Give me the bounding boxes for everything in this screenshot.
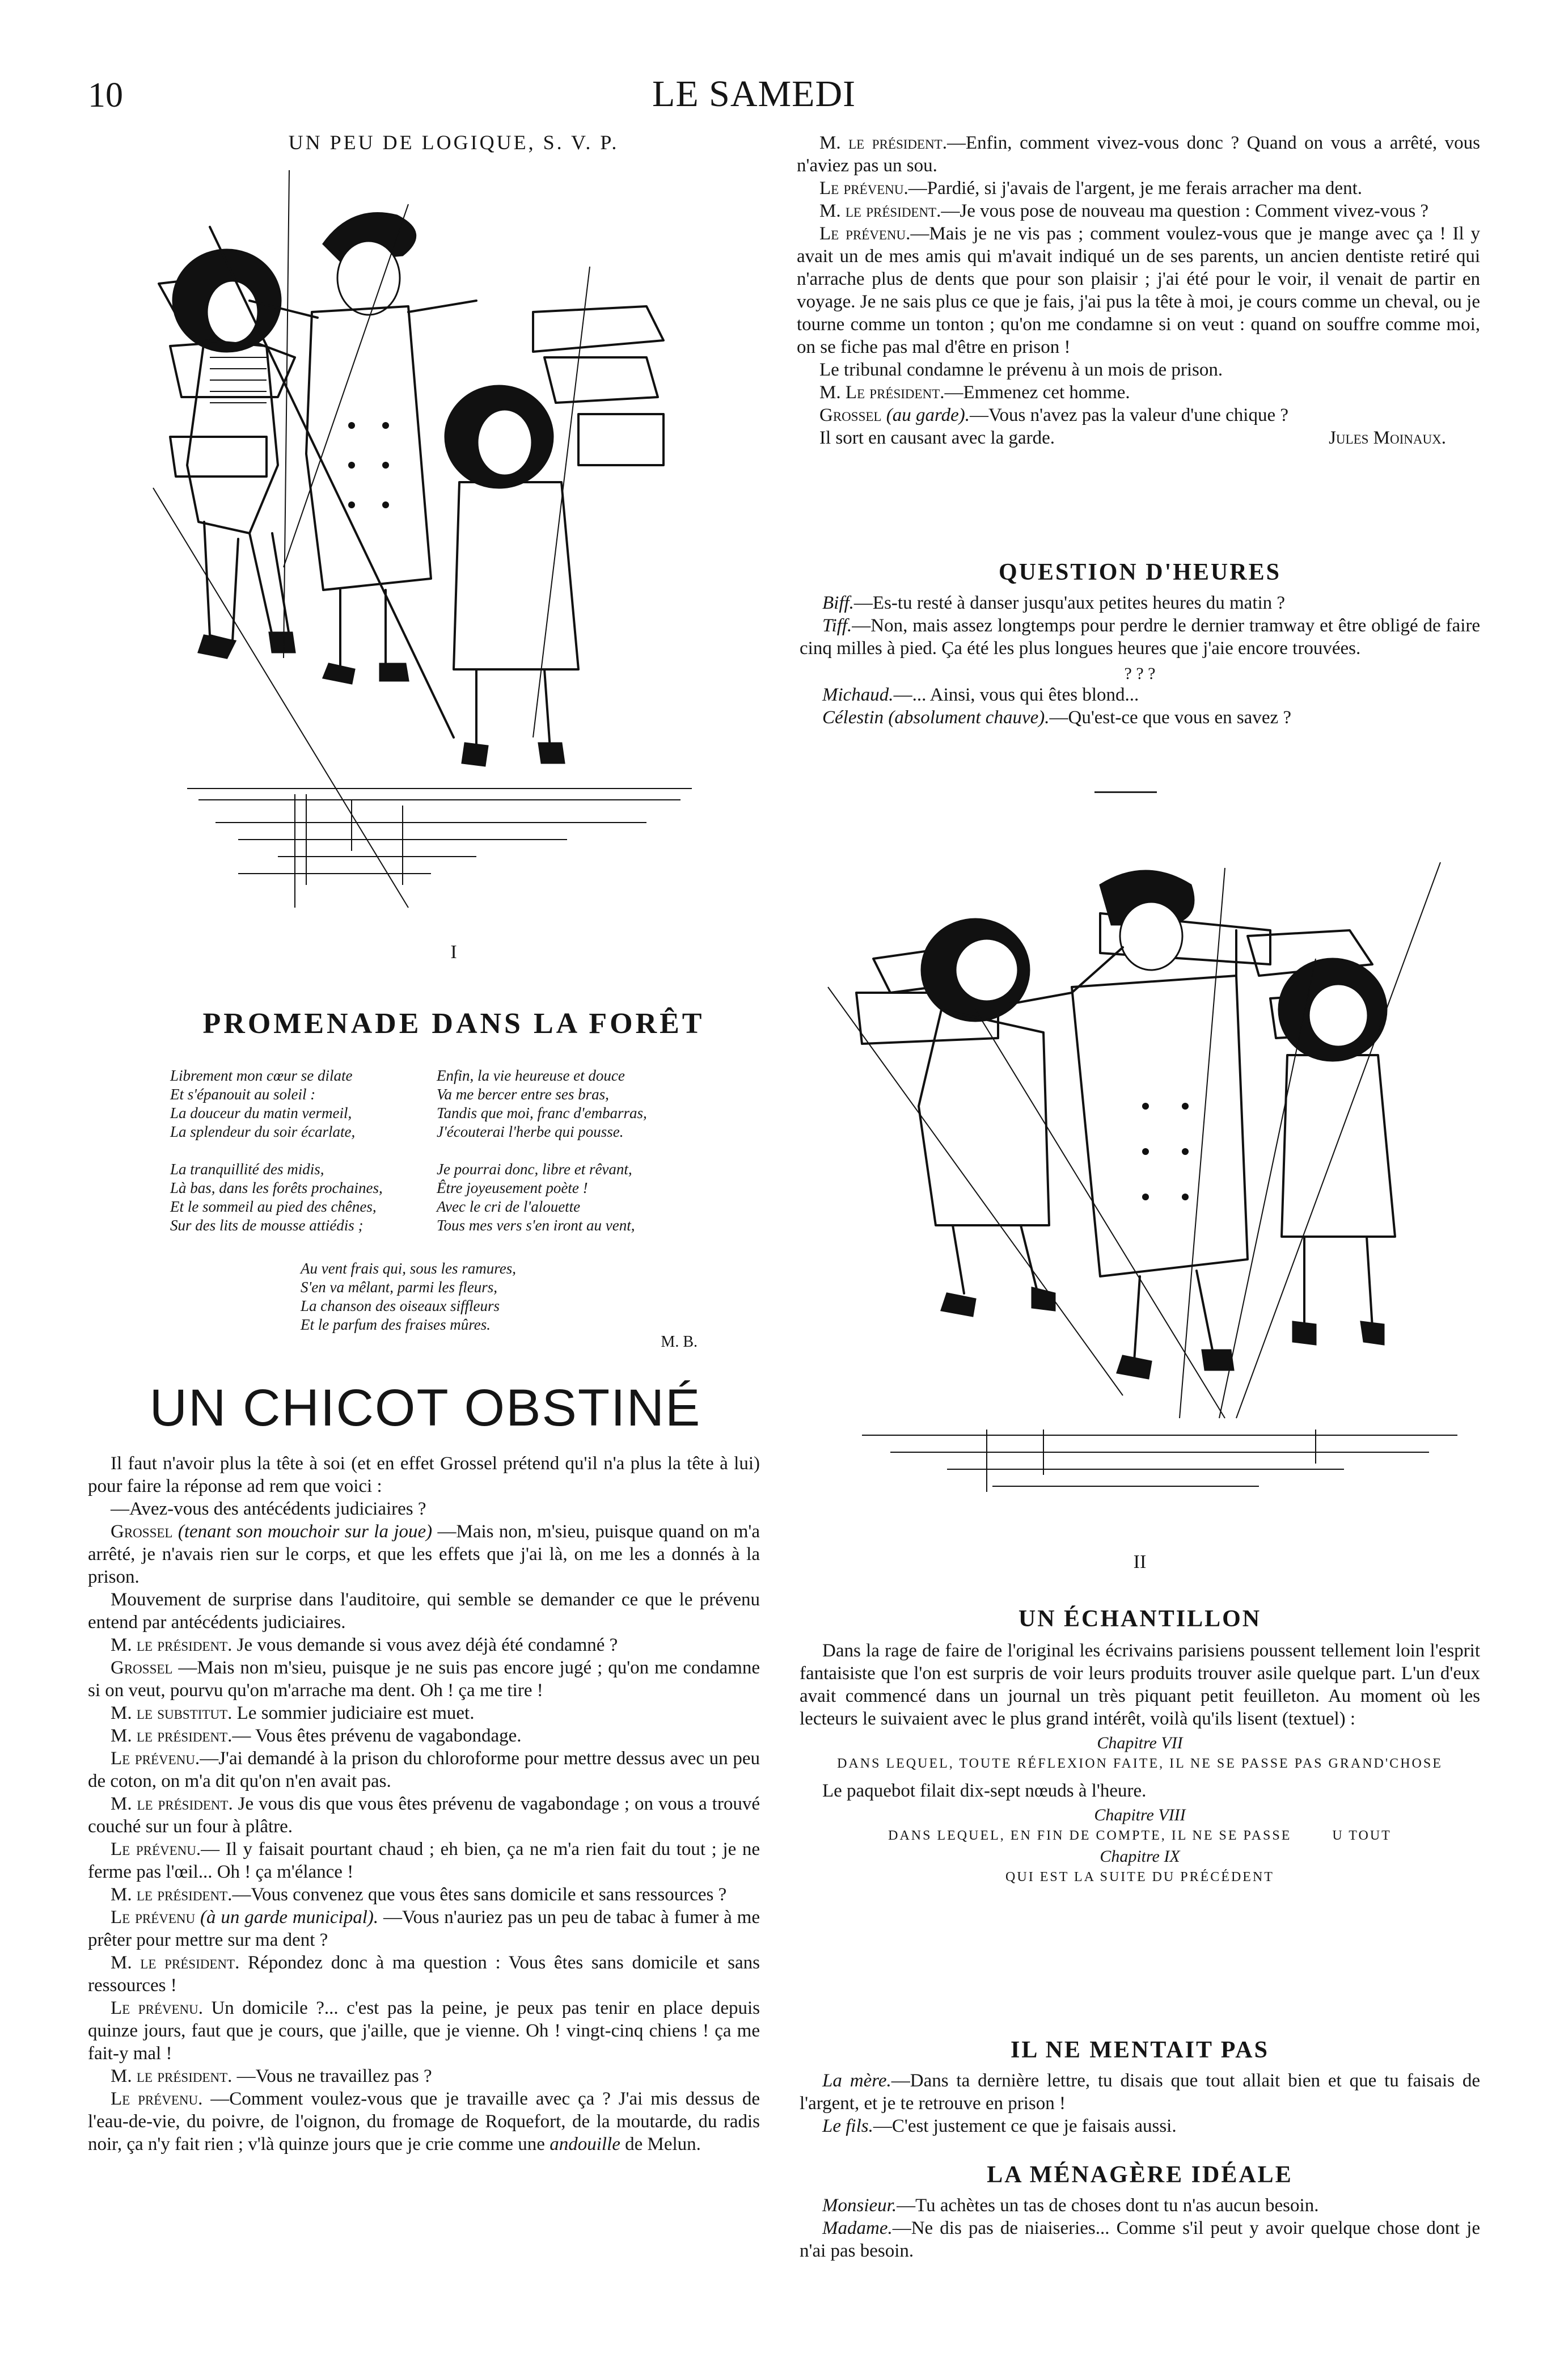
poem-stanza-col2: Enfin, la vie heureuse et douce Va me bercer entre ses bras, Tandis que moi, franc d'embarras, J'écouterai l'herbe qui pousse. Je pourrai donc, libre et rêvant, Être joyeusement poète ! Avec le cri de l'alouette Tous mes vers s'en iront au vent, — [437, 1067, 647, 1234]
chicot-article-right: M. le président.—Enfin, comment vivez-vous donc ? Quand on vous a arrêté, vous n'aviez pas un sou. Le prévenu.—Pardié, si j'avais de l'argent, je me ferais arracher ma dent. M. le président.—Je vous pose de nouveau ma question : Comment vivez-vous ? Le prévenu.—Mais je ne vis pas ; comment voulez-vous que je mange avec ça ! Il y avait un de mes amis qui m'avait indiqué un de ses parents, un ancien dentiste retiré qui n'arrache plus de dents que pour son plaisir ; j'ai été pour le voir, il venait de partir en voyage. Je ne sais plus ce que je fais, j'ai pus la tête à moi, je cours comme un cheval, ou je tourne comme un tonton ; qu'on me condamne si on veut : quand on souffre comme moi, on se fiche pas mal d'être en prison ! Le tribunal condamne le prévenu à un mois de prison. M. Le président.—Emmenez cet homme. Grossel (au garde).—Vous n'avez pas la valeur d'une chique ? Il sort en causant avec la garde. Jules Moinaux. — [797, 133, 1480, 448]
boy-right-drawing — [445, 386, 578, 766]
promenade-title: PROMENADE DANS LA FORÊT — [202, 1007, 705, 1040]
illustration-2-numeral: II — [1133, 1551, 1147, 1572]
poem-signature: M. B. — [661, 1333, 698, 1351]
page-number: 10 — [88, 76, 123, 115]
illustration-1 — [136, 170, 703, 919]
heures-section: QUESTION D'HEURES Biff.—Es-tu resté à danser jusqu'aux petites heures du matin ? Tiff.—Non, mais assez longtemps pour perdre le dernier tramway et être obligé de faire cinq milles à pied. Ça été les plus longues heures que j'aie encore trouvées. ? ? ? Michaud.—... Ainsi, vous qui êtes blond... Célestin (absolument chauve).—Qu'est-ce que vous en savez ? — [800, 559, 1480, 728]
illustration-2 — [805, 862, 1474, 1532]
journal-title: LE SAMEDI — [652, 73, 856, 115]
mentait-section: IL NE MENTAIT PAS La mère.—Dans ta dernière lettre, tu disais que tout allait bien et que tu faisais de l'argent, et je te retrouve en prison ! Le fils.—C'est justement ce que je faisais aussi. — [800, 2037, 1480, 2136]
chicot-article-left: Il faut n'avoir plus la tête à soi (et en effet Grossel prétend qu'il n'a plus la tête à lui) pour faire la réponse ad rem que voici : —Avez-vous des antécédents judiciaires ? Grossel (tenant son mouchoir sur la joue) —Mais non, m'sieu, puisque quand on m'a arrêté, je n'avais rien sur le corps, et que les effets que j'ai là, on me les a donnés à la prison. Mouvement de surprise dans l'auditoire, qui semble se demander ce que le prévenu entend par antécédents judiciaires. M. le président. Je vous demande si vous avez déjà été condamné ? Grossel —Mais non m'sieu, puisque je ne suis pas encore jugé ; qu'on me condamne si on veut, pourvu qu'on m'arrache ma dent. Oh ! ça me tire ! M. le substitut. Le sommier judiciaire est muet. M. le président.— Vous êtes prévenu de vagabondage. Le prévenu.—J'ai demandé à la prison du chloroforme pour mettre dessus avec un peu de coton, on m'a dit qu'on n'en avait pas. M. le président. Je vous dis que vous êtes prévenu de vagabondage ; on vous a trouvé couché sur un four à plâtre. Le prévenu.— Il y faisait pourtant chaud ; eh bien, ça ne m'a rien fait du tout ; je ne ferme pas l'œil... Oh ! ça m'élance ! M. le président.—Vous convenez que vous êtes sans domicile et sans ressources ? Le prévenu (à un garde municipal). —Vous n'auriez pas un peu de tabac à fumer à me prêter pour mettre sur ma dent ? M. le président. Répondez donc à ma question : Vous êtes sans domicile et sans ressources ! Le prévenu. Un domicile ?... c'est pas la peine, je peux pas tenir en place depuis quinze jours, faut que je cours, que j'aille, que je vienne. Oh ! vingt-cinq chiens ! ça me fait-y mal ! M. le président. —Vous ne travaillez pas ? Le prévenu. —Comment voulez-vous que je travaille avec ça ? J'ai mis dessus de l'eau-de-vie, du poivre, de l'oignon, du fromage de Roquefort, de la moutarde, du radis noir, ça n'y fait rien ; v'là quinze jours que je crie comme une andouille de Melun. — [88, 1453, 760, 2154]
illustration-1-numeral: I — [450, 942, 457, 963]
mentait-title: IL NE MENTAIT PAS — [1011, 2037, 1269, 2063]
poem-stanza-col3: Au vent frais qui, sous les ramures, S'en va mêlant, parmi les fleurs, La chanson des oiseaux siffleurs Et le parfum des fraises mûres. — [301, 1260, 516, 1333]
chicot-signature: Jules Moinaux. — [1329, 428, 1446, 448]
echantillon-section: UN ÉCHANTILLON Dans la rage de faire de l'original les écrivains parisiens poussent tellement loin l'esprit fantaisiste que l'on est surpris de voir leurs produits trouver asile quelque part. L'un d'eux avait commencé dans un journal un très piquant petit feuilleton. Au moment où les lecteurs le suivaient avec le plus grand intérêt, voilà qu'ils lisent (textuel) : Chapitre VII DANS LEQUEL, TOUTE RÉFLEXION FAITE, IL NE SE PASSE PAS GRAND'CHOSE Le paquebot filait dix-sept nœuds à l'heure. Chapitre VIII DANS LEQUEL, EN FIN DE COMPTE, IL NE SE PASSE U TOUT Chapitre IX QUI EST LA SUITE DU PRÉCÉDENT — [800, 1606, 1480, 1884]
illustration-1-title: UN PEU DE LOGIQUE, S. V. P. — [288, 131, 619, 154]
echantillon-title: UN ÉCHANTILLON — [1018, 1606, 1262, 1632]
chicot-title: UN CHICOT OBSTINÉ — [149, 1379, 701, 1437]
heures-title: QUESTION D'HEURES — [999, 559, 1281, 585]
chicot-intro: Il faut n'avoir plus la tête à soi (et en effet Grossel prétend qu'il n'a plus la tête à lui) pour faire la réponse ad rem que voici : — [88, 1453, 760, 1496]
questions-title: ? ? ? — [1124, 664, 1156, 683]
menagere-section: LA MÉNAGÈRE IDÉALE Monsieur.—Tu achètes un tas de choses dont tu n'as aucun besoin. Madame.—Ne dis pas de niaiseries... Comme s'il peut y avoir quelque chose dont je n'ai pas besoin. — [800, 2162, 1480, 2261]
poem-stanza-col1: Librement mon cœur se dilate Et s'épanouit au soleil : La douceur du matin vermeil, La splendeur du soir écarlate, La tranquillité des midis, Là bas, dans les forêts prochaines, Et le sommeil au pied des chênes, Sur des lits de mousse attiédis ; — [170, 1067, 383, 1234]
menagere-title: LA MÉNAGÈRE IDÉALE — [987, 2162, 1293, 2188]
boy-left-drawing — [173, 250, 295, 658]
section-divider — [1094, 791, 1157, 793]
